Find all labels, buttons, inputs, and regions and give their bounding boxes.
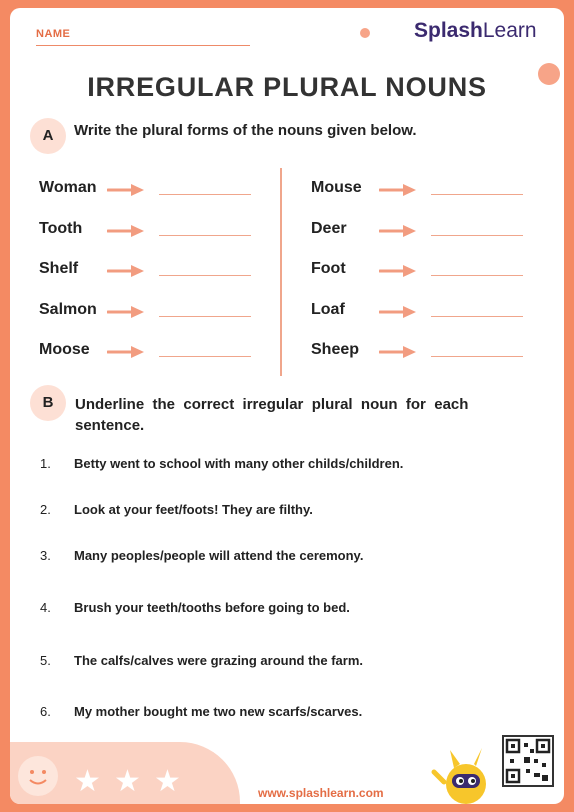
section-a-marker: A — [30, 118, 66, 154]
noun-label: Sheep — [311, 341, 360, 358]
sentence-text[interactable]: Many peoples/people will attend the ceremony. — [74, 548, 364, 563]
mascot-icon — [430, 744, 500, 804]
qr-code-icon — [502, 735, 554, 787]
arrow-icon — [379, 263, 419, 279]
noun-label: Tooth — [39, 219, 83, 237]
arrow-icon — [107, 263, 147, 279]
right-noun-row — [311, 220, 531, 244]
right-noun-row — [311, 179, 531, 203]
sentence-number: 2. — [40, 502, 51, 517]
sentence-text[interactable]: Look at your feet/foots! They are filthy. — [74, 502, 313, 517]
sentence-item — [40, 653, 540, 671]
answer-line[interactable] — [159, 316, 251, 317]
sentence-item — [40, 456, 540, 474]
sentence-number: 4. — [40, 600, 51, 615]
name-line[interactable] — [36, 45, 250, 46]
right-noun-row — [311, 341, 531, 365]
answer-line[interactable] — [431, 275, 523, 276]
sentence-item — [40, 600, 540, 618]
left-noun-row — [39, 260, 259, 284]
worksheet-page — [10, 8, 564, 804]
website-url: www.splashlearn.com — [258, 786, 384, 800]
arrow-icon — [379, 344, 419, 360]
section-b-marker: B — [30, 385, 66, 421]
smiley-icon — [18, 756, 58, 796]
name-label: NAME — [36, 28, 71, 40]
sentence-text[interactable]: My mother bought me two new scarfs/scarves. — [74, 704, 363, 719]
sentence-item — [40, 548, 540, 566]
splashlearn-logo: SplashLearn — [414, 19, 537, 42]
noun-label: Loaf — [311, 300, 345, 318]
answer-line[interactable] — [431, 316, 523, 317]
sentence-text[interactable]: The calfs/calves were grazing around the farm. — [74, 653, 363, 668]
arrow-icon — [379, 223, 419, 239]
star-icon: ★ — [74, 765, 101, 798]
sentence-number: 1. — [40, 456, 51, 471]
noun-label: Deer — [311, 219, 347, 237]
sentence-text[interactable]: Brush your teeth/tooths before going to bed. — [74, 600, 350, 615]
answer-line[interactable] — [431, 356, 523, 357]
answer-line[interactable] — [159, 356, 251, 357]
sentence-number: 3. — [40, 548, 51, 563]
right-noun-row — [311, 301, 531, 325]
section-a-instruction: Write the plural forms of the nouns given below. — [74, 122, 417, 139]
left-noun-row — [39, 220, 259, 244]
arrow-icon — [107, 223, 147, 239]
answer-line[interactable] — [159, 275, 251, 276]
left-noun-row — [39, 341, 259, 365]
left-noun-row — [39, 179, 259, 203]
column-divider — [280, 168, 282, 376]
answer-line[interactable] — [431, 235, 523, 236]
arrow-icon — [379, 304, 419, 320]
noun-label: Moose — [39, 341, 90, 358]
right-noun-row — [311, 260, 531, 284]
arrow-icon — [379, 182, 419, 198]
decorative-dot — [360, 28, 370, 38]
answer-line[interactable] — [431, 194, 523, 195]
sentence-text[interactable]: Betty went to school with many other childs/children. — [74, 456, 404, 471]
noun-label: Woman — [39, 179, 97, 196]
star-icon: ★ — [114, 765, 141, 798]
answer-line[interactable] — [159, 235, 251, 236]
noun-label: Salmon — [39, 300, 97, 318]
noun-label: Mouse — [311, 179, 362, 196]
sentence-number: 5. — [40, 653, 51, 668]
noun-label: Foot — [311, 260, 346, 277]
sentence-item — [40, 704, 540, 722]
sentence-number: 6. — [40, 704, 51, 719]
sentence-item — [40, 502, 540, 520]
page-title: IRREGULAR PLURAL NOUNS — [87, 72, 487, 102]
noun-label: Shelf — [39, 260, 79, 277]
arrow-icon — [107, 182, 147, 198]
section-b-instruction: Underline the correct irregular plural noun for each sentence. — [75, 396, 469, 434]
left-noun-row — [39, 301, 259, 325]
star-icon: ★ — [154, 765, 181, 798]
arrow-icon — [107, 304, 147, 320]
answer-line[interactable] — [159, 194, 251, 195]
arrow-icon — [107, 344, 147, 360]
